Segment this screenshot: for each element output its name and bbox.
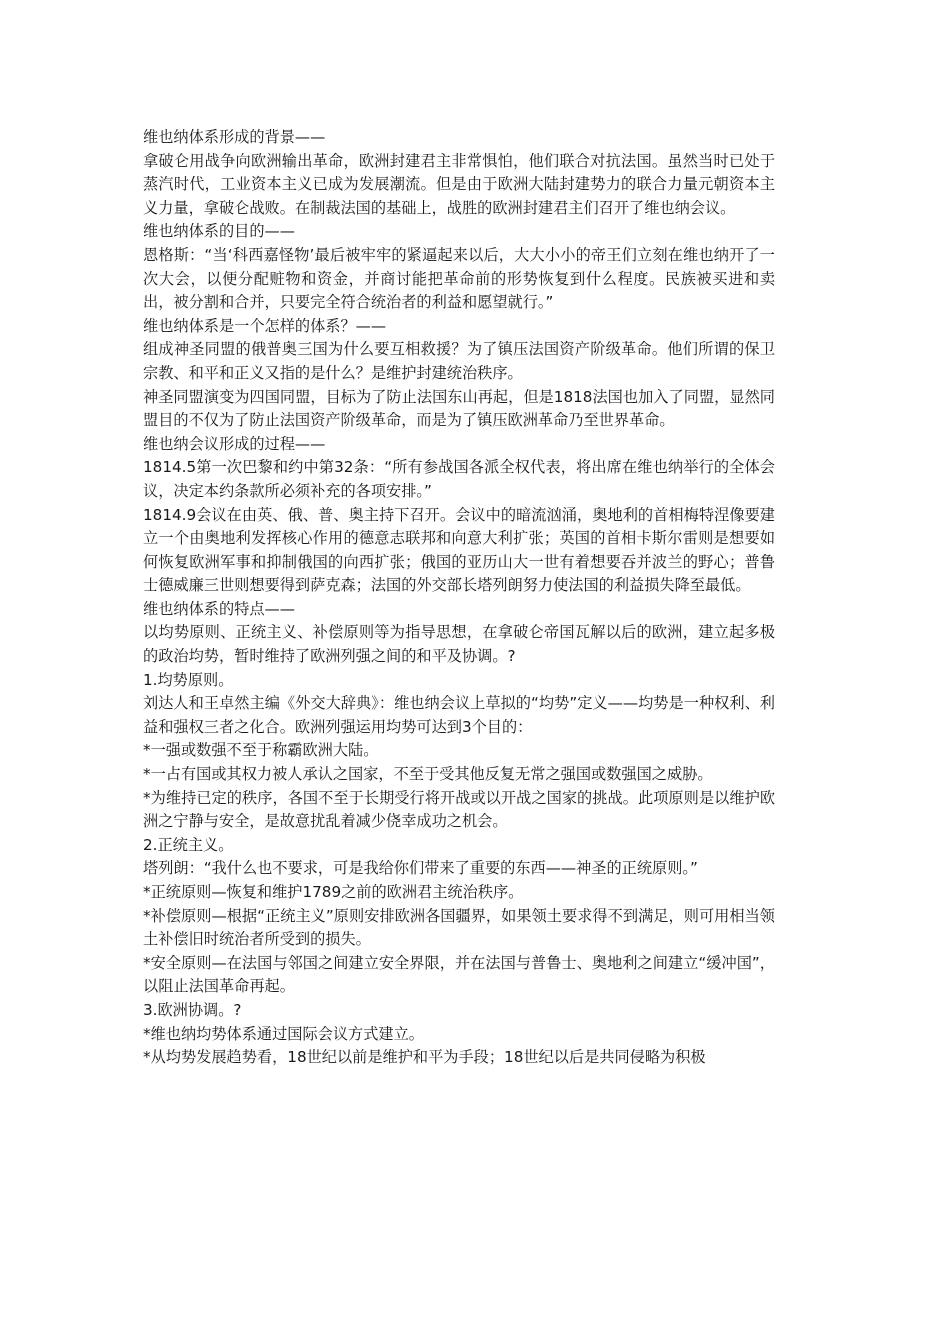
heading-legitimism: 2.正统主义。	[143, 835, 234, 854]
bullet-item: *一占有国或其权力被人承认之国家，不至于受其他反复无常之强国或数强国之威胁。	[143, 765, 713, 784]
paragraph-talleyrand-quote: 塔列朗：“我什么也不要求，可是我给你们带来了重要的东西——神圣的正统原则。”	[143, 859, 698, 878]
heading-characteristics: 维也纳体系的特点——	[143, 599, 295, 618]
paragraph-holy-alliance: 组成神圣同盟的俄普奥三国为什么要互相救援？为了镇压法国资产阶级革命。他们所谓的保卫宗教、和平和正义又指的是什么？是维护封建统治秩序。	[143, 340, 775, 382]
heading-formation-process: 维也纳会议形成的过程——	[143, 434, 326, 453]
heading-concert-of-europe: 3.欧洲协调。?	[143, 1000, 242, 1019]
heading-purpose: 维也纳体系的目的——	[143, 222, 295, 241]
bullet-item: *安全原则—在法国与邻国之间建立安全界限，并在法国与普鲁士、奥地利之间建立“缓冲国”，以阻止法国革命再起。	[143, 953, 775, 996]
heading-background: 维也纳体系形成的背景——	[143, 128, 326, 146]
bullet-item: *从均势发展趋势看，18世纪以前是维护和平为手段；18世纪以后是共同侵略为积极	[143, 1048, 706, 1067]
paragraph-engels-quote: 恩格斯：“当‘科西嘉怪物’最后被牢牢的紧逼起来以后，大大小小的帝王们立刻在维也纳开了一次大会，以便分配赃物和资金，并商讨能把革命前的形势恢复到什么程度。民族被买进和卖出，被分割和合并，只要完全符合统治者的利益和愿望就行。”	[143, 245, 775, 312]
heading-system-nature: 维也纳体系是一个怎样的体系？——	[143, 316, 386, 335]
paragraph-congress-1814: 1814.9会议在由英、俄、普、奥主持下召开。会议中的暗流汹涌，奥地利的首相梅特涅像要建立一个由奥地利发挥核心作用的德意志联邦和向意大利扩张；英国的首相卡斯尔雷则是想要如何恢复欧洲军事和抑制俄国的向西扩张；俄国的亚历山大一世有着想要吞并波兰的野心；普鲁士德威廉三世则想要得到萨克森；法国的外交部长塔列朗努力使法国的利益损失降至最低。	[143, 505, 775, 595]
bullet-item: *为维持已定的秩序，各国不至于长期受行将开战或以开战之国家的挑战。此项原则是以维护欧洲之宁静与安全，是故意扰乱着减少侥幸成功之机会。	[143, 788, 775, 831]
paragraph-background: 拿破仑用战争向欧洲输出革命，欧洲封建君主非常惧怕，他们联合对抗法国。虽然当时已处于蒸汽时代，工业资本主义已成为发展潮流。但是由于欧洲大陆封建势力的联合力量元朝资本主义力量，拿破仑战败。在制裁法国的基础上，战胜的欧洲封建君主们召开了维也纳会议。	[143, 151, 775, 217]
bullet-item: *补偿原则—根据“正统主义”原则安排欧洲各国疆界，如果领土要求得不到满足，则可用相当领土补偿旧时统治者所受到的损失。	[143, 906, 775, 949]
heading-balance-of-power: 1.均势原则。	[143, 670, 234, 689]
bullet-item: *正统原则—恢复和维护1789之前的欧洲君主统治秩序。	[143, 883, 524, 901]
bullet-item: *维也纳均势体系通过国际会议方式建立。	[143, 1024, 424, 1043]
bullet-item: *一强或数强不至于称霸欧洲大陆。	[143, 741, 379, 760]
document-body	[143, 126, 775, 1070]
paragraph-paris-treaty: 1814.5第一次巴黎和约中第32条：“所有参战国各派全权代表，将出席在维也纳举行的全体会议，决定本约条款所必须补充的各项安排。”	[143, 458, 775, 500]
paragraph-quadruple-alliance: 神圣同盟演变为四国同盟，目标为了防止法国东山再起，但是1818法国也加入了同盟，显然同盟目的不仅为了防止法国资产阶级革命，而是为了镇压欧洲革命乃至世界革命。	[143, 387, 775, 430]
paragraph-balance-definition: 刘达人和王卓然主编《外交大辞典》：维也纳会议上草拟的“均势”定义——均势是一种权利、利益和强权三者之化合。欧洲列强运用均势可达到3个目的：	[143, 694, 775, 736]
paragraph-characteristics: 以均势原则、正统主义、补偿原则等为指导思想，在拿破仑帝国瓦解以后的欧洲，建立起多极的政治均势，暂时维持了欧洲列强之间的和平及协调。?	[143, 623, 775, 666]
